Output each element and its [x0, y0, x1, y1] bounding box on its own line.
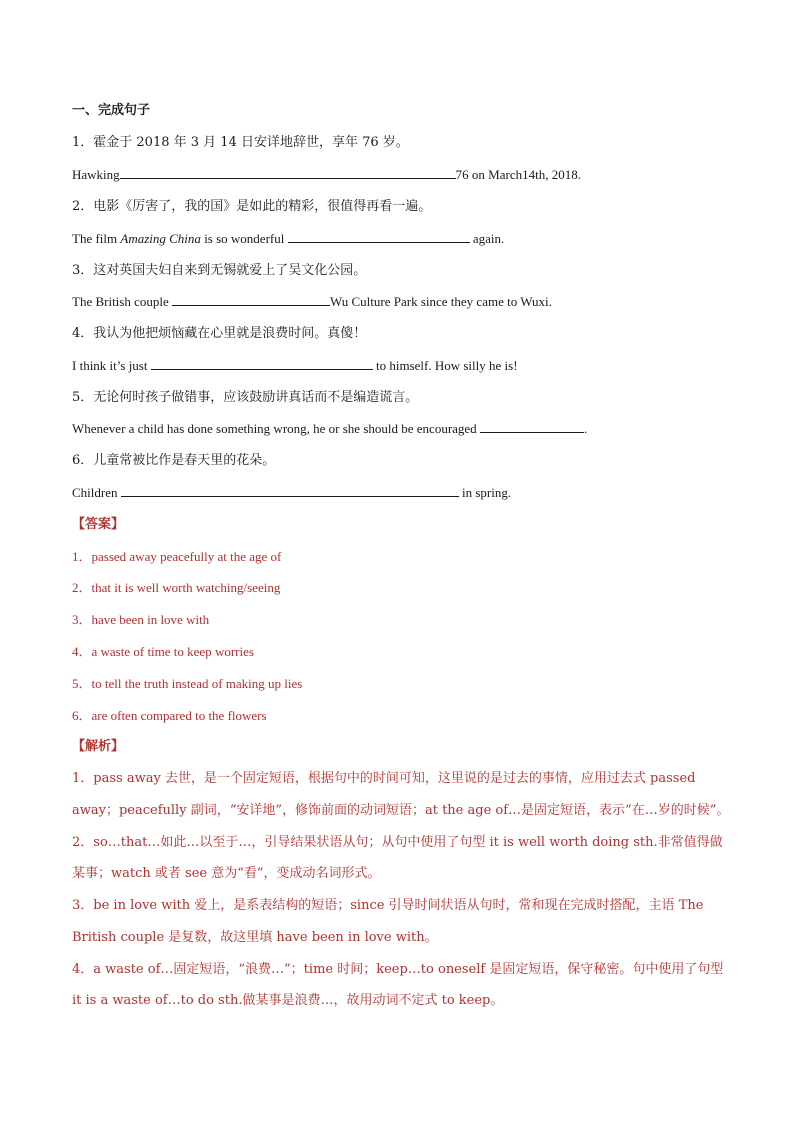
question-4-cn: [72, 325, 366, 343]
question-2-cn: [72, 198, 431, 216]
sentence-start: I think it’s just: [72, 358, 151, 373]
question-number: 5．: [72, 390, 94, 405]
analysis-tag: 【解析】: [72, 739, 125, 754]
sentence-end: again.: [469, 231, 505, 246]
sentence-end: Wu Culture Park since they came to Wuxi.: [330, 294, 552, 309]
question-5-cn: [72, 389, 418, 407]
question-4-en: [72, 357, 518, 375]
answer-item: 2．that it is well worth watching/seeing: [72, 580, 281, 595]
answer-blank[interactable]: [480, 420, 584, 433]
section-title: 一、完成句子: [72, 103, 151, 118]
question-cn-text: 无论何时孩子做错事，应该鼓励讲真话而不是编造谎言。: [93, 390, 419, 405]
question-number: 2．: [72, 199, 94, 214]
analysis-line: 4．a waste of…固定短语，“浪费…”；time 时间；keep…to oneself 是固定短语，保守秘密。句中使用了句型: [72, 962, 724, 977]
sentence-end: to himself. How silly he is!: [372, 358, 518, 373]
question-6-cn: [72, 452, 275, 470]
answer-tag: 【答案】: [72, 517, 125, 532]
question-cn-text: 我认为他把烦恼藏在心里就是浪费时间。真傻！: [93, 326, 367, 341]
question-number: 3．: [72, 263, 94, 278]
sentence-end: .: [583, 421, 588, 436]
question-1-en: [72, 166, 581, 184]
question-2-en: [72, 230, 504, 248]
analysis-line: 2．so…that…如此…以至于…，引导结果状语从句；从句中使用了句型 it is well worth doing sth.非常值得做: [72, 835, 723, 850]
answer-item: 5．to tell the truth instead of making up lies: [72, 676, 303, 691]
sentence-middle: is so wonderful: [200, 231, 288, 246]
answer-item: 6．are often compared to the flowers: [72, 708, 267, 723]
question-number: 1．: [72, 135, 94, 150]
analysis-line: it is a waste of…to do sth.做某事是浪费…，故用动词不定式 to keep。: [72, 993, 504, 1008]
analysis-line: 某事；watch 或者 see 意为“看”，变成动名词形式。: [72, 866, 381, 881]
answer-item: 1．passed away peacefully at the age of: [72, 549, 282, 564]
question-3-en: [72, 293, 552, 311]
answer-blank[interactable]: [121, 484, 459, 497]
analysis-line: British couple 是复数，故这里填 have been in love with。: [72, 930, 438, 945]
question-cn-text: 儿童常被比作是春天里的花朵。: [93, 453, 276, 468]
analysis-line: 3．be in love with 爱上，是系表结构的短语；since 引导时间状语从句时，常和现在完成时搭配，主语 The: [72, 898, 704, 913]
question-cn-text: 霍金于 2018 年 3 月 14 日安详地辞世，享年 76 岁。: [93, 135, 409, 150]
sentence-start: The film: [72, 231, 121, 246]
answer-blank[interactable]: [172, 293, 330, 306]
question-cn-text: 这对英国夫妇自来到无锡就爱上了吴文化公园。: [93, 263, 367, 278]
answer-blank[interactable]: [288, 230, 470, 243]
analysis-line: 1．pass away 去世，是一个固定短语，根据句中的时间可知，这里说的是过去的事情，应用过去式 passed: [72, 771, 696, 786]
answer-item: 4．a waste of time to keep worries: [72, 644, 254, 659]
analysis-line: away；peacefully 副词，“安详地”，修饰前面的动词短语；at the age of…是固定短语，表示“在…岁的时候”。: [72, 803, 730, 818]
answer-blank[interactable]: [151, 357, 373, 370]
answer-blank[interactable]: [120, 166, 456, 179]
sentence-start: Whenever a child has done something wrong, he or she should be encouraged: [72, 421, 480, 436]
question-1-cn: [72, 134, 409, 152]
film-title: Amazing China: [120, 231, 201, 246]
answer-item: 3．have been in love with: [72, 612, 210, 627]
sentence-end: in spring.: [458, 485, 512, 500]
question-cn-text: 电影《厉害了，我的国》是如此的精彩，很值得再看一遍。: [93, 199, 432, 214]
sentence-start: The British couple: [72, 294, 173, 309]
sentence-end: 76 on March14th, 2018.: [455, 167, 581, 182]
question-5-en: [72, 420, 587, 438]
question-number: 6．: [72, 453, 94, 468]
question-3-cn: [72, 262, 366, 280]
sentence-start: Children: [72, 485, 121, 500]
sentence-start: Hawking: [72, 167, 120, 182]
question-number: 4．: [72, 326, 94, 341]
question-6-en: [72, 484, 511, 502]
